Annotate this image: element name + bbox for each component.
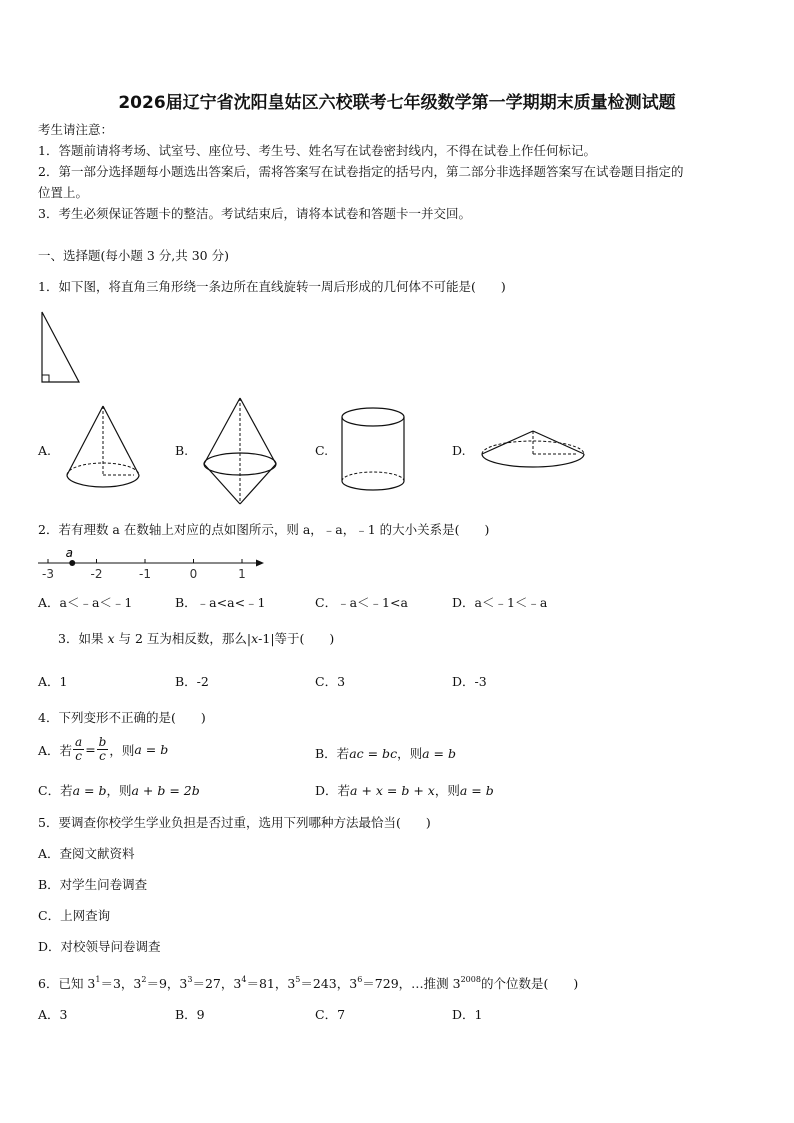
q2-option-d: D．a＜﹣1＜﹣a [452, 595, 548, 610]
q3-option-a: A．1 [38, 674, 68, 689]
section-heading: 一、选择题(每小题 3 分,共 30 分) [38, 248, 229, 263]
q6-option-b: B．9 [175, 1007, 205, 1022]
question-1-stem: 1．如下图，将直角三角形绕一条边所在直线旋转一周后形成的几何体不可能是( ) [38, 279, 506, 294]
q1-option-c-label: C. [315, 443, 329, 458]
q6-exp-6: 6 [357, 975, 363, 984]
q6-exp-5: 5 [295, 975, 301, 984]
number-line-tick-label: -2 [90, 567, 103, 581]
q4-c-prefix: C．若 [38, 783, 73, 798]
q6-exp-3: 3 [187, 975, 193, 984]
q4-d-condition: a + x = b + x [350, 783, 435, 798]
q6-part-4: ＝27，3 [192, 976, 242, 991]
q4-b-conclusion: a = b [422, 746, 456, 761]
point-a [69, 560, 75, 566]
q6-option-a: A．3 [38, 1007, 68, 1022]
cone-figure-a [62, 402, 144, 494]
number-line [38, 545, 268, 585]
double-cone-figure-b [200, 394, 282, 510]
q6-part-6: ＝243，3 [300, 976, 358, 991]
q3-var-x: x [107, 631, 115, 646]
q4-b-prefix: B．若 [315, 746, 350, 761]
q2-option-c: C．﹣a＜﹣1<a [315, 595, 408, 610]
q4-d-conclusion: a = b [459, 783, 494, 798]
q5-option-a: A．查阅文献资料 [38, 846, 135, 861]
notice-item-3: 3．考生必须保证答题卡的整洁。考试结束后，请将本试卷和答题卡一并交回。 [38, 206, 471, 221]
q6-part-2: ＝3，3 [100, 976, 142, 991]
q4-d-prefix: D．若 [315, 783, 351, 798]
q4-option-d [315, 781, 494, 799]
notice-item-2-cont: 位置上。 [38, 185, 89, 200]
question-2-stem: 2．若有理数 a 在数轴上对应的点如图所示，则 a，﹣a，﹣1 的大小关系是( ) [38, 522, 490, 537]
q6-option-c: C．7 [315, 1007, 346, 1022]
page-title: 2026届辽宁省沈阳皇姑区六校联考七年级数学第一学期期末质量检测试题 [118, 93, 676, 113]
fraction-denominator: c [99, 749, 106, 763]
q6-part-3: ＝9，3 [146, 976, 188, 991]
q4-d-then: ，则 [434, 783, 460, 798]
q5-option-d: D．对校领导问卷调查 [38, 939, 161, 954]
question-4-stem: 4．下列变形不正确的是( ) [38, 710, 206, 725]
q1-option-a-label: A. [38, 443, 52, 458]
q6-part-5: ＝81，3 [246, 976, 296, 991]
q6-part-8: 的个位数是( ) [480, 976, 579, 991]
cylinder-figure-c [340, 404, 410, 494]
notice-item-1: 1．答题前请将考场、试室号、座位号、考生号、姓名写在试卷密封线内，不得在试卷上作任何标记。 [38, 143, 596, 158]
q6-part-7: ＝729，…推测 3 [362, 976, 461, 991]
q5-option-c: C．上网查询 [38, 908, 111, 923]
q4-a-equals: = [85, 742, 96, 757]
q6-exp-1: 1 [95, 975, 101, 984]
point-a-label: a [65, 546, 73, 560]
number-line-tick-label: 1 [238, 567, 246, 581]
q6-part-1: 6．已知 3 [38, 976, 96, 991]
notice-item-2: 2．第一部分选择题每小题选出答案后，需将答案写在试卷指定的括号内，第二部分非选择题答案写在试卷题目指定的 [38, 164, 684, 179]
q4-c-condition: a = b [72, 783, 107, 798]
notice-heading: 考生请注意： [38, 122, 114, 137]
q3-stem-pre: 3．如果 [58, 631, 108, 646]
fraction-denominator: c [75, 749, 82, 763]
q4-b-then: ，则 [397, 746, 423, 761]
question-5-stem: 5．要调查你校学生学业负担是否过重，选用下列哪种方法最恰当( ) [38, 815, 431, 830]
q6-exp-7: 2008 [460, 975, 481, 984]
q4-b-condition: ac = bc [349, 746, 398, 761]
question-6-stem [38, 974, 578, 992]
q6-exp-4: 4 [241, 975, 247, 984]
number-line-tick-label: 0 [189, 567, 198, 581]
q6-exp-2: 2 [141, 975, 147, 984]
number-line-tick-label: -1 [139, 567, 151, 581]
q2-option-b: B．﹣a<a<﹣1 [175, 595, 266, 610]
q1-option-b-label: B. [175, 443, 189, 458]
right-triangle-figure [38, 308, 83, 386]
q4-option-a [38, 736, 168, 763]
number-line-tick-label: -3 [42, 567, 54, 581]
q3-option-c: C．3 [315, 674, 346, 689]
q4-a-then: ，则 [109, 742, 135, 758]
q3-stem-mid: 与 2 互为相反数，那么| [114, 631, 252, 646]
q4-a-prefix: A．若 [38, 742, 73, 758]
flat-cone-figure-d [478, 428, 590, 472]
q4-option-c [38, 781, 200, 799]
q4-c-then: ，则 [106, 783, 132, 798]
q4-option-b [315, 744, 456, 762]
fraction-numerator: a [75, 735, 83, 749]
q3-option-d: D．-3 [452, 674, 487, 689]
q6-option-d: D．1 [452, 1007, 483, 1022]
question-3-stem [58, 629, 334, 647]
q5-option-b: B．对学生问卷调查 [38, 877, 148, 892]
fraction-a-over-c [73, 736, 84, 763]
q1-option-d-label: D. [452, 443, 466, 458]
q2-option-a: A．a＜﹣a＜﹣1 [38, 595, 133, 610]
q3-option-b: B．-2 [175, 674, 209, 689]
q3-var-x-2: x [251, 631, 259, 646]
q4-a-conclusion: a = b [134, 742, 169, 757]
q3-stem-post: -1|等于( ) [258, 631, 335, 646]
fraction-numerator: b [98, 735, 107, 749]
fraction-b-over-c [97, 736, 109, 763]
q4-c-conclusion: a + b = 2b [131, 783, 200, 798]
